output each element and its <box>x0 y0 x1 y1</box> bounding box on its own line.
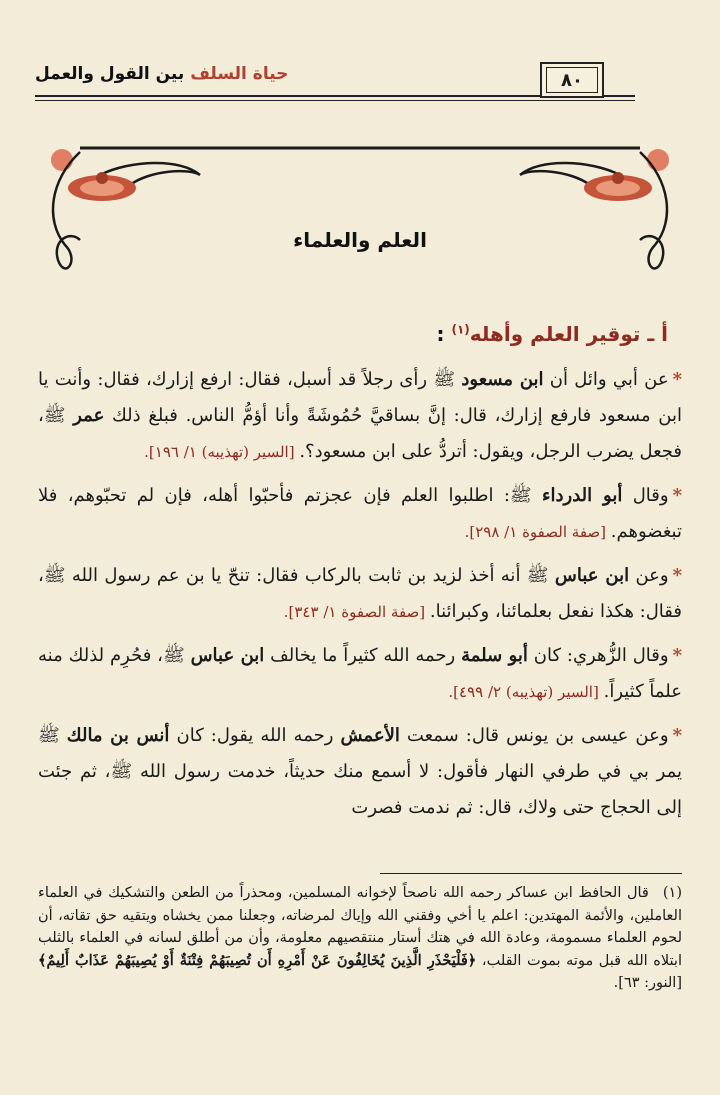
header-title-part2: بين القول والعمل <box>35 64 185 84</box>
page-number <box>540 62 604 98</box>
header-rule-thin <box>35 100 635 101</box>
paragraph <box>38 362 682 470</box>
narrator-name: ابن عباس <box>554 565 630 586</box>
header-rule-right-thin <box>610 100 632 101</box>
citation: [صفة الصفوة ١/ ٢٩٨]. <box>464 523 611 541</box>
paragraph <box>38 558 682 630</box>
paragraph-text: ﷺ: اطلبوا العلم فإن عجزتم فأحبّوا أهله، فإن لم تحبّوهم، فلا تبغضوهم. <box>38 485 682 542</box>
paragraph-text: ﷺ يمر بي في طرفي النهار فأقول: لا أسمع منك حديثاً، خدمت رسول الله ﷺ، ثم جئت إلى الحجاج حتى ولاك، قال: ثم ندمت فصرت <box>38 725 682 818</box>
paragraph-text: ﷺ أنه أخذ لزيد بن ثابت بالركاب فقال: تنحّ يا بن عم رسول الله ﷺ، فقال: هكذا نفعل بعلمائنا، وكبرائنا. <box>38 565 682 622</box>
narrator-name: ابن مسعود <box>461 369 544 390</box>
asterisk-icon: * <box>672 485 682 506</box>
paragraph-text: وقال <box>622 485 669 506</box>
asterisk-icon: * <box>672 645 682 666</box>
paragraph-text: وقال الزُّهري: كان <box>527 645 669 666</box>
paragraph-text: رحمه الله كثيراً ما يخالف <box>264 645 462 666</box>
paragraph-text: ﷺ، فحُرِم لذلك منه علماً كثيراً. <box>38 645 682 702</box>
section-title: العلم والعلماء <box>293 228 427 252</box>
paragraph-text: رحمه الله يقول: كان <box>169 725 341 746</box>
paragraph-text: وعن عيسى بن يونس قال: سمعت <box>399 725 669 746</box>
asterisk-icon: * <box>672 565 683 586</box>
narrator-name: الأعمش <box>340 725 400 746</box>
citation: [السير (تهذيبه) ١/ ١٩٦]. <box>144 443 300 461</box>
footnote <box>38 882 682 995</box>
narrator-name: أبو سلمة <box>461 645 528 666</box>
page-number-text: ٨٠ <box>561 69 583 91</box>
paragraph-text: عن أبي وائل أن <box>543 369 669 390</box>
paragraph <box>38 478 682 550</box>
subheading <box>436 322 668 346</box>
quran-verse: ﴿فَلْيَحْذَرِ الَّذِينَ يُخَالِفُونَ عَنْ أَمْرِهِ أَن تُصِيبَهُمْ فِتْنَةٌ أَوْ يُصِيبَهُمْ عَذَابٌ أَلِيمٌ﴾ <box>38 951 477 969</box>
paragraph <box>38 718 682 826</box>
subheading-text: أ ـ توقير العلم وأهله <box>469 322 668 346</box>
subheading-suffix: : <box>436 322 452 346</box>
paragraph-text: وعن <box>629 565 669 586</box>
header-rule-right <box>610 95 632 97</box>
paragraph-text: ﷺ رأى رجلاً قد أسبل، فقال: ارفع إزارك، فقال: وأنت يا ابن مسعود فارفع إزارك، قال: إنَّ بساقيَّ حُمُوشَةً وأنا أؤمُّ الناس. فبلغ ذلك <box>38 369 682 426</box>
narrator-name: عمر <box>73 405 105 426</box>
narrator-name: أنس بن مالك <box>66 725 170 746</box>
narrator-name: ابن عباس <box>190 645 265 666</box>
narrator-name: أبو الدرداء <box>542 485 623 506</box>
footnote-citation: [النور: ٦٣]. <box>613 975 682 991</box>
footnote-text: قال الحافظ ابن عساكر رحمه الله ناصحاً لإخوانه المسلمين، ومحذراً من الطعن والتشكيك في العلماء العاملين، والأئمة المهتدين: اعلم يا أخي وفقني الله وإياك لمرضاته، وجعلنا ممن يخشاه ويتقيه حق تقاته، أن لحوم العلماء مسمومة، وعادة الله في هتك أستار منتقصيهم معلومة، وأن من أطلق لسانه في العلماء بالثلب ابتلاه الله قبل موته بموت القلب، <box>38 885 682 969</box>
footnote-number: (١) <box>662 885 682 901</box>
footnote-reference: (١) <box>451 322 470 337</box>
paragraph <box>38 638 682 710</box>
paragraph-text: ﷺ، فجعل يضرب الرجل، ويقول: أتردُّ على ابن مسعود؟. <box>38 405 682 462</box>
floral-ornament-icon <box>40 140 680 290</box>
footnote-separator <box>380 873 682 874</box>
asterisk-icon: * <box>672 369 682 390</box>
header-title-part1: حياة السلف <box>190 64 289 84</box>
asterisk-icon: * <box>672 725 682 746</box>
citation: [صفة الصفوة ١/ ٣٤٣]. <box>283 603 430 621</box>
running-header-title <box>35 64 515 84</box>
citation: [السير (تهذيبه) ٢/ ٤٩٩]. <box>448 683 604 701</box>
body-text <box>38 362 682 834</box>
